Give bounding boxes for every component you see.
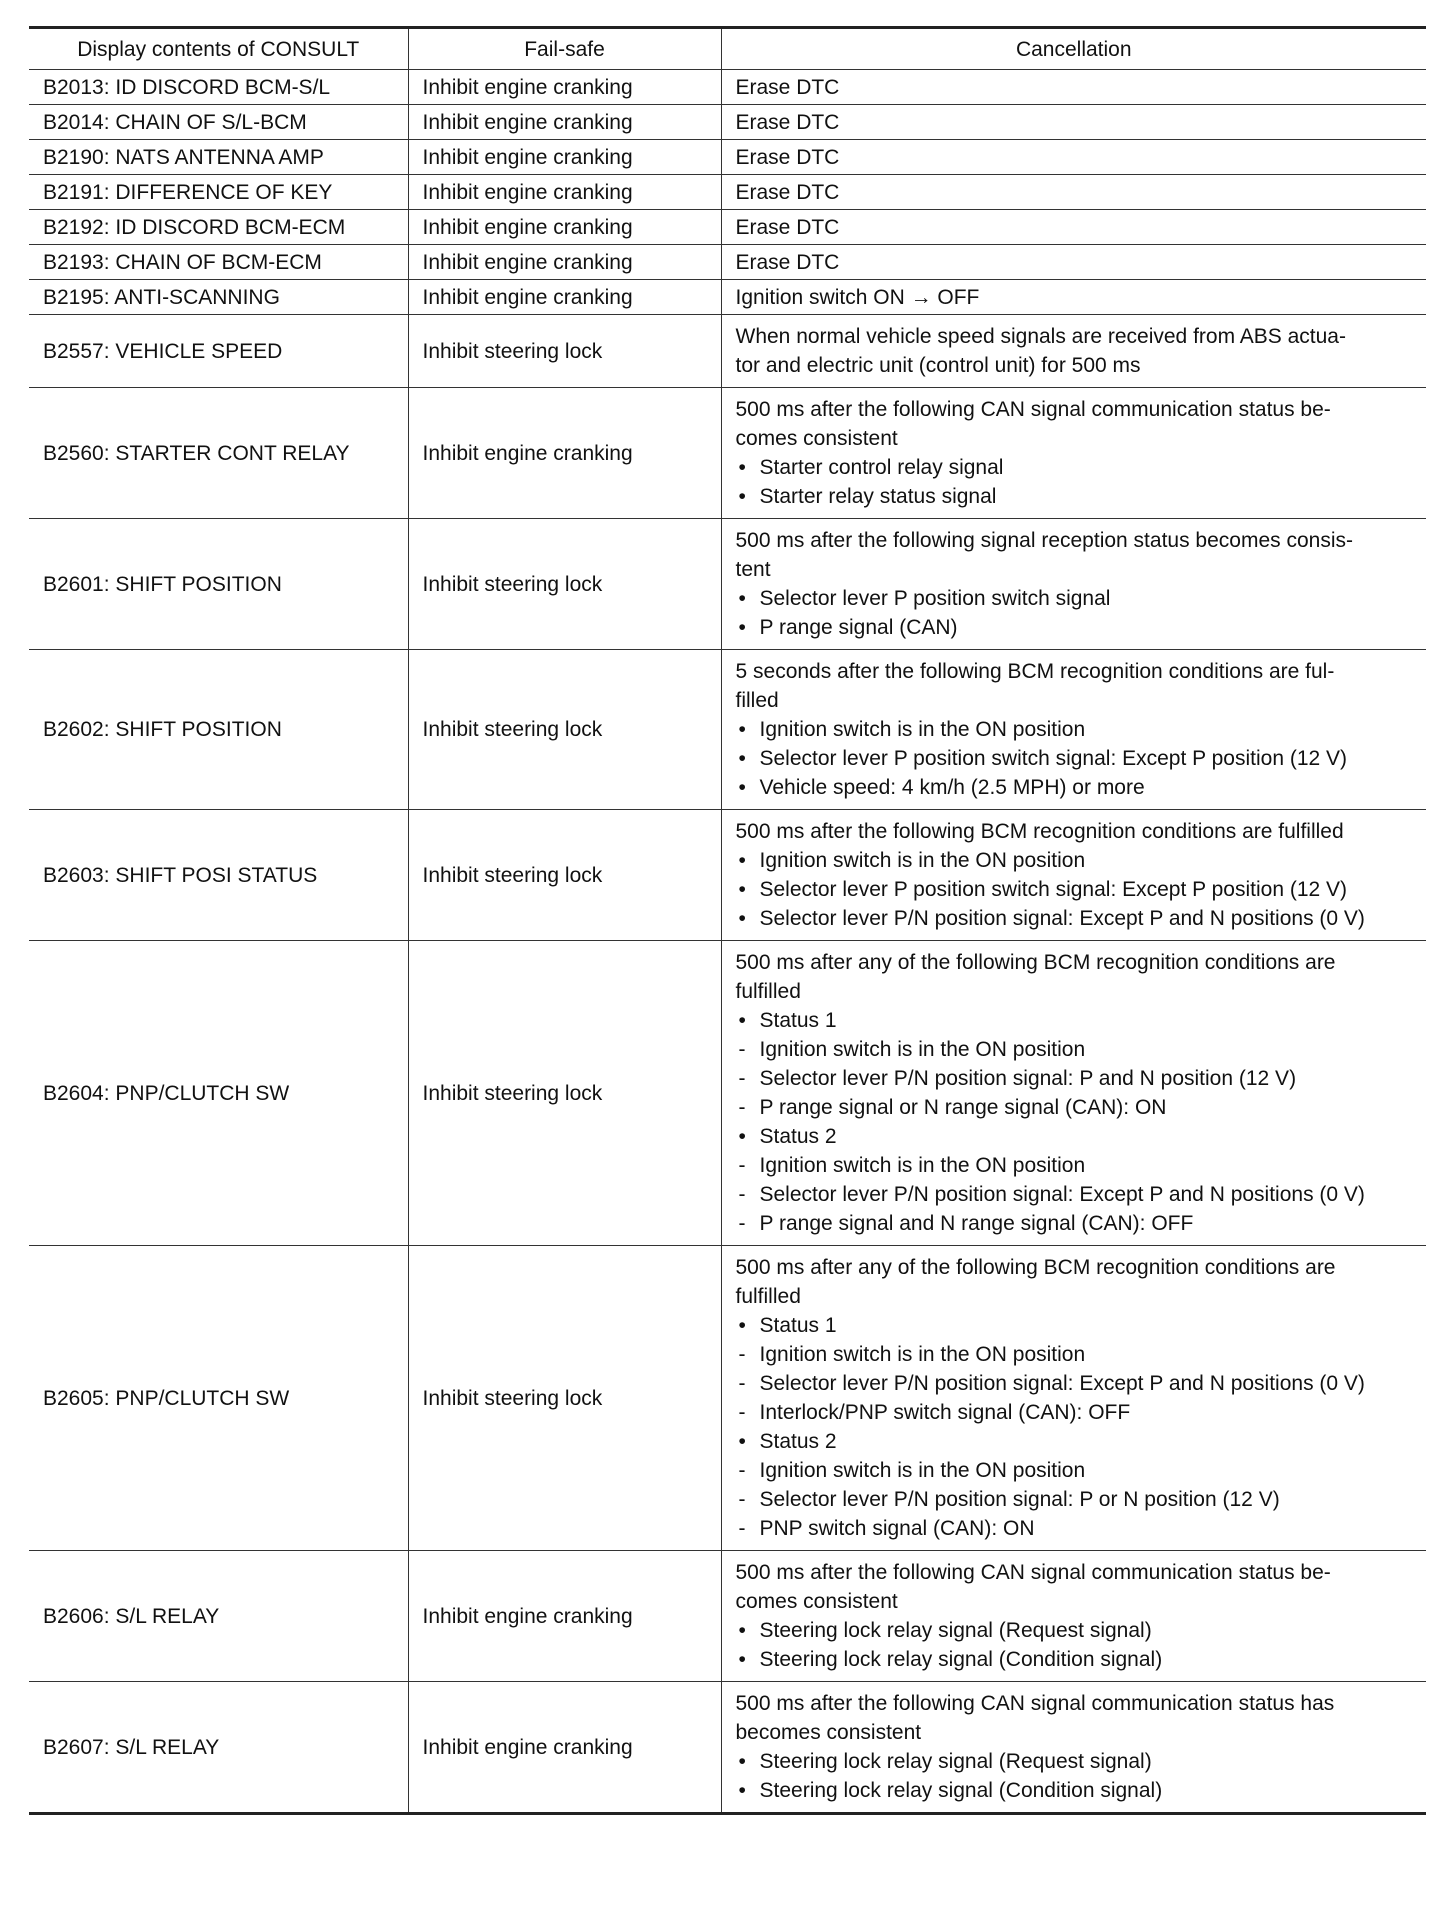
dash-icon: - [738, 1154, 746, 1177]
bullet-icon: • [738, 1779, 746, 1802]
cell-cancellation [721, 650, 1426, 810]
item-text: Selector lever P/N position signal: Except P and N positions (0 V) [759, 1183, 1365, 1206]
cancellation-text: Ignition switch ON → OFF [735, 285, 980, 309]
cell-fail-safe: Inhibit engine cranking [408, 175, 721, 210]
item-text: Status 1 [759, 1314, 837, 1337]
cancellation-text: When normal vehicle speed signals are received from ABS actua- tor and electric unit (control unit) for 500 ms [735, 325, 1346, 377]
cell-fail-safe: Inhibit steering lock [408, 650, 721, 810]
bullet-icon: • [738, 1619, 746, 1642]
bullet-icon: • [738, 1314, 746, 1337]
cell-cancellation [721, 105, 1426, 140]
bullet-item [736, 715, 1419, 744]
bullet-item [736, 1122, 1419, 1151]
bullet-icon: • [738, 456, 746, 479]
item-text: P range signal or N range signal (CAN): ON [759, 1096, 1167, 1119]
cell-cancellation [721, 210, 1426, 245]
item-text: Vehicle speed: 4 km/h (2.5 MPH) or more [759, 776, 1145, 799]
dash-icon: - [738, 1488, 746, 1511]
cell-display-contents: B2605: PNP/CLUTCH SW [29, 1246, 408, 1551]
table-row [29, 519, 1426, 650]
bullet-icon: • [738, 1430, 746, 1453]
bullet-item [736, 584, 1419, 613]
cancellation-text: 5 seconds after the following BCM recognition conditions are ful- filled [735, 660, 1335, 712]
table-row [29, 315, 1426, 388]
cell-cancellation [721, 1682, 1426, 1814]
bullet-item [736, 744, 1419, 773]
item-text: Status 2 [759, 1430, 837, 1453]
cell-fail-safe: Inhibit steering lock [408, 519, 721, 650]
dash-icon: - [738, 1096, 746, 1119]
cell-fail-safe: Inhibit steering lock [408, 1246, 721, 1551]
table-row [29, 210, 1426, 245]
bullet-icon: • [738, 718, 746, 741]
item-text: Ignition switch is in the ON position [759, 849, 1086, 872]
dash-item [736, 1398, 1419, 1427]
table-row [29, 245, 1426, 280]
bullet-item [736, 773, 1419, 802]
cell-display-contents: B2607: S/L RELAY [29, 1682, 408, 1814]
cell-fail-safe: Inhibit engine cranking [408, 388, 721, 519]
cell-fail-safe: Inhibit engine cranking [408, 245, 721, 280]
cell-fail-safe: Inhibit engine cranking [408, 140, 721, 175]
cell-display-contents: B2557: VEHICLE SPEED [29, 315, 408, 388]
cancellation-text: 500 ms after the following BCM recognition conditions are fulfilled [735, 820, 1344, 843]
bullet-icon: • [738, 747, 746, 770]
cell-cancellation [721, 1551, 1426, 1682]
bullet-item [736, 453, 1419, 482]
cancellation-text: 500 ms after the following CAN signal communication status has becomes consistent [735, 1692, 1335, 1744]
item-text: P range signal and N range signal (CAN): OFF [759, 1212, 1194, 1235]
cancellation-text: Erase DTC [735, 110, 840, 134]
table-row [29, 175, 1426, 210]
table-row [29, 1682, 1426, 1814]
table-row [29, 105, 1426, 140]
bullet-item [736, 1747, 1419, 1776]
cell-fail-safe: Inhibit engine cranking [408, 70, 721, 105]
bullet-icon: • [738, 907, 746, 930]
cell-display-contents: B2601: SHIFT POSITION [29, 519, 408, 650]
cell-cancellation [721, 175, 1426, 210]
cell-display-contents: B2193: CHAIN OF BCM-ECM [29, 245, 408, 280]
dash-item [736, 1151, 1419, 1180]
header-row [29, 28, 1426, 70]
dash-icon: - [738, 1212, 746, 1235]
bullet-item [736, 1311, 1419, 1340]
item-text: Selector lever P position switch signal [759, 587, 1111, 610]
item-text: Steering lock relay signal (Condition signal) [759, 1648, 1163, 1671]
dash-item [736, 1456, 1419, 1485]
item-text: Starter control relay signal [759, 456, 1004, 479]
item-text: Status 1 [759, 1009, 837, 1032]
bullet-item [736, 904, 1419, 933]
bullet-item [736, 613, 1419, 642]
bullet-item [736, 1645, 1419, 1674]
cancellation-text: Erase DTC [735, 215, 840, 239]
cell-cancellation [721, 315, 1426, 388]
item-text: Status 2 [759, 1125, 837, 1148]
item-text: Steering lock relay signal (Request signal) [759, 1619, 1152, 1642]
cell-cancellation [721, 140, 1426, 175]
cancellation-text: Erase DTC [735, 180, 840, 204]
item-text: Ignition switch is in the ON position [759, 1038, 1086, 1061]
dash-icon: - [738, 1459, 746, 1482]
bullet-item [736, 846, 1419, 875]
dash-icon: - [738, 1183, 746, 1206]
cancellation-text: 500 ms after the following signal reception status becomes consis- tent [735, 529, 1353, 581]
cell-fail-safe: Inhibit engine cranking [408, 1682, 721, 1814]
bullet-icon: • [738, 587, 746, 610]
dash-item [736, 1064, 1419, 1093]
bullet-icon: • [738, 485, 746, 508]
dash-item [736, 1093, 1419, 1122]
header-fail-safe: Fail-safe [408, 28, 721, 70]
cell-fail-safe: Inhibit steering lock [408, 810, 721, 941]
item-text: Selector lever P position switch signal: Except P position (12 V) [759, 878, 1348, 901]
cell-cancellation [721, 519, 1426, 650]
cell-fail-safe: Inhibit engine cranking [408, 105, 721, 140]
item-text: Selector lever P/N position signal: Except P and N positions (0 V) [759, 1372, 1365, 1395]
cell-display-contents: B2603: SHIFT POSI STATUS [29, 810, 408, 941]
item-text: P range signal (CAN) [759, 616, 958, 639]
table-row [29, 810, 1426, 941]
bullet-icon: • [738, 776, 746, 799]
bullet-icon: • [738, 1009, 746, 1032]
cancellation-text: Erase DTC [735, 145, 840, 169]
cancellation-text: Erase DTC [735, 250, 840, 274]
bullet-icon: • [738, 878, 746, 901]
bullet-item [736, 1006, 1419, 1035]
cell-display-contents: B2195: ANTI-SCANNING [29, 280, 408, 315]
bullet-item [736, 875, 1419, 904]
cell-cancellation [721, 280, 1426, 315]
cancellation-text: 500 ms after the following CAN signal communication status be- comes consistent [735, 398, 1331, 450]
cell-cancellation [721, 1246, 1426, 1551]
bullet-icon: • [738, 1648, 746, 1671]
dash-icon: - [738, 1372, 746, 1395]
cancellation-text: Erase DTC [735, 75, 840, 99]
bullet-item [736, 1616, 1419, 1645]
cancellation-text: 500 ms after the following CAN signal communication status be- comes consistent [735, 1561, 1331, 1613]
cell-display-contents: B2602: SHIFT POSITION [29, 650, 408, 810]
bullet-item [736, 1427, 1419, 1456]
cell-fail-safe: Inhibit engine cranking [408, 210, 721, 245]
cell-cancellation [721, 941, 1426, 1246]
dash-icon: - [738, 1401, 746, 1424]
dash-item [736, 1340, 1419, 1369]
cell-cancellation [721, 70, 1426, 105]
dash-item [736, 1369, 1419, 1398]
cell-display-contents: B2190: NATS ANTENNA AMP [29, 140, 408, 175]
table-row [29, 388, 1426, 519]
bullet-item [736, 482, 1419, 511]
cell-fail-safe: Inhibit engine cranking [408, 280, 721, 315]
item-text: Selector lever P/N position signal: P and N position (12 V) [759, 1067, 1297, 1090]
bullet-icon: • [738, 1125, 746, 1148]
bullet-item [736, 1776, 1419, 1805]
cell-fail-safe: Inhibit steering lock [408, 315, 721, 388]
cell-display-contents: B2014: CHAIN OF S/L-BCM [29, 105, 408, 140]
failsafe-table [29, 26, 1426, 1815]
item-text: Interlock/PNP switch signal (CAN): OFF [759, 1401, 1131, 1424]
cell-fail-safe: Inhibit engine cranking [408, 1551, 721, 1682]
item-text: Ignition switch is in the ON position [759, 1459, 1086, 1482]
cell-display-contents: B2604: PNP/CLUTCH SW [29, 941, 408, 1246]
dash-icon: - [738, 1517, 746, 1540]
bullet-icon: • [738, 849, 746, 872]
table-row [29, 1551, 1426, 1682]
table-row [29, 140, 1426, 175]
item-text: Ignition switch is in the ON position [759, 1154, 1086, 1177]
table-row [29, 70, 1426, 105]
bullet-icon: • [738, 616, 746, 639]
cancellation-text: 500 ms after any of the following BCM recognition conditions are fulfilled [735, 951, 1336, 1003]
header-cancellation: Cancellation [721, 28, 1426, 70]
dash-item [736, 1180, 1419, 1209]
cell-display-contents: B2560: STARTER CONT RELAY [29, 388, 408, 519]
cell-cancellation [721, 810, 1426, 941]
item-text: Steering lock relay signal (Condition signal) [759, 1779, 1163, 1802]
cell-cancellation [721, 245, 1426, 280]
dash-icon: - [738, 1067, 746, 1090]
item-text: Selector lever P/N position signal: Except P and N positions (0 V) [759, 907, 1365, 930]
table-row [29, 1246, 1426, 1551]
cell-display-contents: B2013: ID DISCORD BCM-S/L [29, 70, 408, 105]
item-text: Ignition switch is in the ON position [759, 1343, 1086, 1366]
item-text: PNP switch signal (CAN): ON [759, 1517, 1035, 1540]
dash-item [736, 1485, 1419, 1514]
table-row [29, 650, 1426, 810]
table-row [29, 280, 1426, 315]
cell-display-contents: B2192: ID DISCORD BCM-ECM [29, 210, 408, 245]
item-text: Starter relay status signal [759, 485, 997, 508]
cancellation-text: 500 ms after any of the following BCM recognition conditions are fulfilled [735, 1256, 1336, 1308]
item-text: Selector lever P/N position signal: P or N position (12 V) [759, 1488, 1280, 1511]
cell-cancellation [721, 388, 1426, 519]
item-text: Steering lock relay signal (Request signal) [759, 1750, 1152, 1773]
dash-item [736, 1514, 1419, 1543]
bullet-icon: • [738, 1750, 746, 1773]
cell-display-contents: B2191: DIFFERENCE OF KEY [29, 175, 408, 210]
dash-icon: - [738, 1343, 746, 1366]
dash-item [736, 1035, 1419, 1064]
item-text: Ignition switch is in the ON position [759, 718, 1086, 741]
dash-icon: - [738, 1038, 746, 1061]
header-display-contents: Display contents of CONSULT [29, 28, 408, 70]
cell-display-contents: B2606: S/L RELAY [29, 1551, 408, 1682]
item-text: Selector lever P position switch signal: Except P position (12 V) [759, 747, 1348, 770]
cell-fail-safe: Inhibit steering lock [408, 941, 721, 1246]
table-row [29, 941, 1426, 1246]
dash-item [736, 1209, 1419, 1238]
